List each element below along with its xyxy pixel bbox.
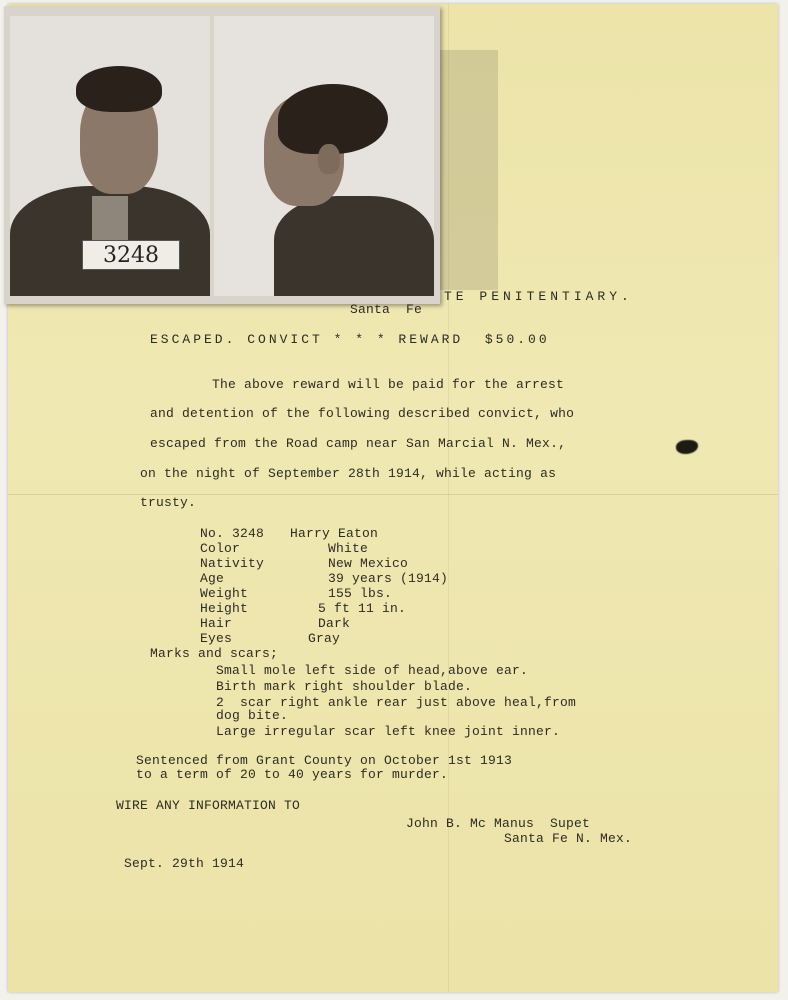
desc-value: White <box>328 541 369 556</box>
mark-item: Large irregular scar left knee joint inner. <box>216 724 561 739</box>
desc-label: Height <box>200 601 249 616</box>
desc-label: Nativity <box>200 556 265 571</box>
desc-label: Eyes <box>200 631 233 646</box>
wire-instruction: WIRE ANY INFORMATION TO <box>116 798 301 813</box>
mark-item: dog bite. <box>216 708 289 723</box>
prisoner-number-plate <box>82 240 180 270</box>
body-line: and detention of the following described convict, who <box>150 406 575 421</box>
number-plate-text: 3248 <box>103 242 159 268</box>
desc-value: Harry Eaton <box>290 526 379 541</box>
mugshot-profile-view <box>214 16 434 296</box>
body-line: The above reward will be paid for the arrest <box>212 377 565 392</box>
sentence-line: to a term of 20 to 40 years for murder. <box>136 767 449 782</box>
desc-label: Hair <box>200 616 233 631</box>
desc-value: 5 ft 11 in. <box>318 601 407 616</box>
header-location: Santa Fe <box>350 302 423 317</box>
header-title: TE PENITENTIARY. <box>444 289 633 304</box>
desc-label: No. 3248 <box>200 526 265 541</box>
desc-label: Color <box>200 541 241 556</box>
superintendent-name: John B. Mc Manus Supet <box>406 816 591 831</box>
photo-shadow <box>440 50 498 290</box>
body-line: on the night of September 28th 1914, while acting as <box>140 466 557 481</box>
desc-value: New Mexico <box>328 556 409 571</box>
front-hair <box>76 66 162 112</box>
body-line: escaped from the Road camp near San Marcial N. Mex., <box>150 436 567 451</box>
profile-ear <box>318 144 340 174</box>
mark-item: Small mole left side of head,above ear. <box>216 663 529 678</box>
profile-hair <box>278 84 388 154</box>
desc-label: Weight <box>200 586 249 601</box>
superintendent-address: Santa Fe N. Mex. <box>504 831 633 846</box>
fold-line-horizontal <box>8 494 778 495</box>
desc-label: Age <box>200 571 225 586</box>
body-line: trusty. <box>140 495 197 510</box>
mark-item: Birth mark right shoulder blade. <box>216 679 473 694</box>
desc-value: 39 years (1914) <box>328 571 449 586</box>
ink-spot <box>676 440 698 454</box>
desc-value: Dark <box>318 616 351 631</box>
marks-heading: Marks and scars; <box>150 646 279 661</box>
poster-date: Sept. 29th 1914 <box>124 856 245 871</box>
escaped-headline: ESCAPED. CONVICT * * * REWARD $50.00 <box>150 332 550 347</box>
mark-item: 2 scar right ankle rear just above heal,from <box>216 695 577 710</box>
profile-coat <box>274 196 434 296</box>
desc-value: Gray <box>308 631 341 646</box>
sentence-line: Sentenced from Grant County on October 1st 1913 <box>136 753 513 768</box>
mugshot-photo <box>4 6 440 304</box>
desc-value: 155 lbs. <box>328 586 393 601</box>
